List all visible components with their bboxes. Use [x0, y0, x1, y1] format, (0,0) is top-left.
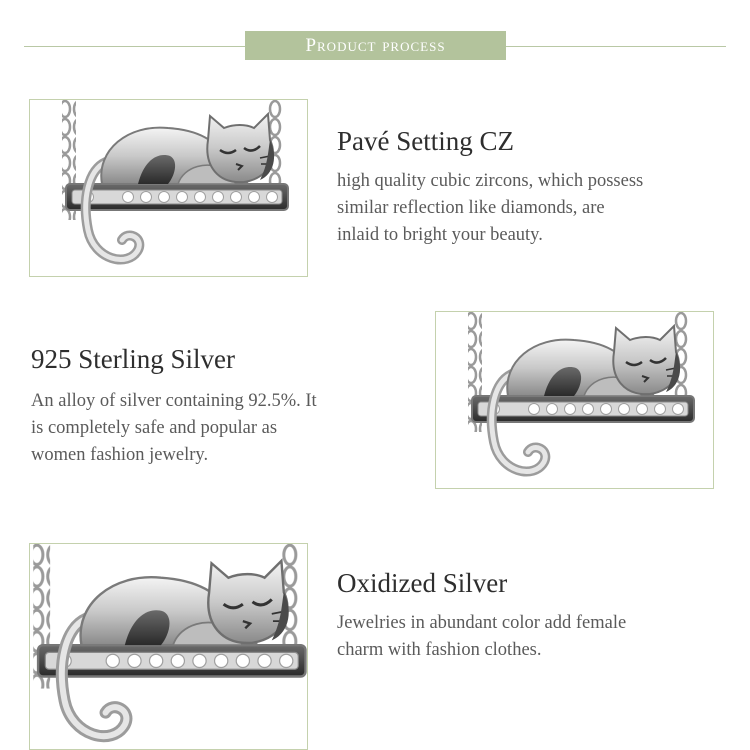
sleeping-cat-necklace-image: [58, 100, 298, 276]
feature-title-1: Pavé Setting CZ: [337, 126, 514, 156]
feature-title-2: 925 Sterling Silver: [31, 344, 235, 374]
feature-description-3: Jewelries in abundant color add female charm with fashion clothes.: [337, 613, 627, 660]
sleeping-cat-necklace-image: [29, 544, 308, 750]
feature-description-1: high quality cubic zircons, which possess similar reflection like diamonds, are inlaid to bright your beauty.: [337, 171, 644, 245]
product-image-1: [29, 99, 308, 277]
feature-description-2: An alloy of silver containing 92.5%. It is completely safe and popular as women fashion jewelry.: [31, 391, 317, 465]
product-image-3: [29, 543, 308, 750]
header-rule-right: [506, 46, 726, 47]
feature-title-3: Oxidized Silver: [337, 568, 508, 598]
sleeping-cat-necklace-image: [464, 312, 704, 488]
product-image-2: [435, 311, 714, 489]
section-title: Product process: [245, 31, 506, 60]
header-rule-left: [24, 46, 245, 47]
